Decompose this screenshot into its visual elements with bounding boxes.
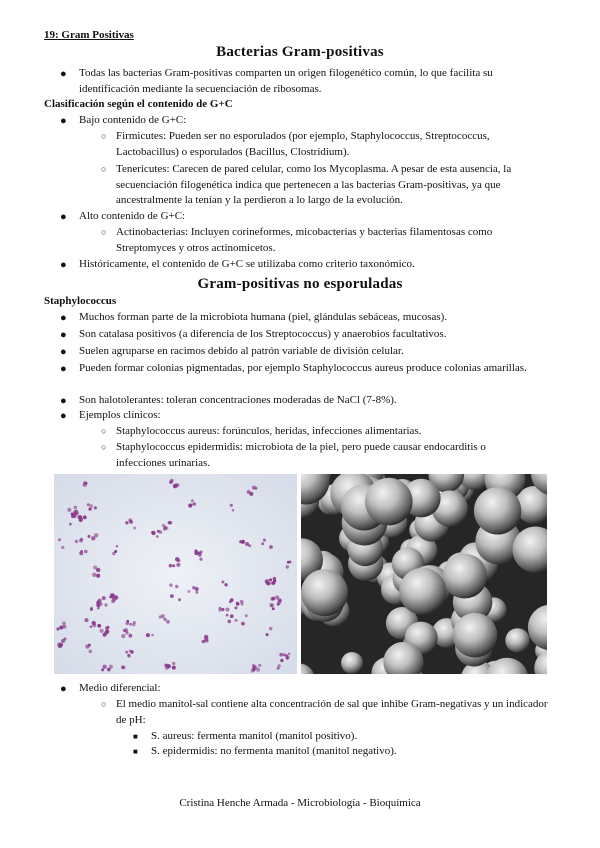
coccus-cell (125, 651, 128, 654)
coccus-cell (221, 608, 224, 611)
coccus-cell (279, 653, 283, 657)
coccus-cell (151, 531, 155, 535)
coccus-cell (61, 546, 64, 549)
actinobacteria-text: Actinobacterias: Incluyen corineformes, micobacterias y bacterias filamentosas como Streptomyces y otros actinomicetos. (116, 226, 493, 254)
coccus-cell (85, 645, 89, 649)
coccus-cell (236, 602, 239, 605)
coccus-cell (78, 515, 82, 519)
bullet-circle-icon: ○ (101, 131, 107, 141)
coccus-cell (92, 623, 96, 627)
coccus-cell (239, 540, 242, 543)
bullet-disc-icon: ● (60, 410, 67, 422)
tenericutes-text: Tenericutes: Carecen de pared celular, como los Mycoplasma. A pesar de esta ausencia, la secuenciación filogenética indica que pertenecen a las bacterias Gram-positivas, ya que ancestralmente la tenían y la perdieron a lo largo de la evolución. (116, 163, 512, 206)
coccus-cell (226, 614, 229, 617)
coccus-cell (129, 634, 133, 638)
coccus-cell (88, 507, 91, 510)
coccus-cell (74, 506, 78, 510)
coccus-cell (191, 499, 194, 502)
coccus-cell (252, 667, 256, 671)
firmicutes-text: Firmicutes: Pueden ser no esporulados (por ejemplo, Staphylococcus, Streptococcus, Lactobacillus) o esporulados (Bacillus, Clostridium). (116, 130, 490, 158)
coccus-cell (114, 550, 117, 553)
coccus-cell (272, 597, 276, 601)
coccus-cell (79, 539, 83, 543)
coccus-cell (269, 627, 273, 631)
coccus-cell (83, 483, 87, 487)
coccus-cell (176, 563, 180, 567)
coccus-cell (275, 595, 279, 599)
bullet-circle-icon: ○ (101, 442, 107, 452)
bullet-disc-icon: ● (60, 312, 67, 324)
staph-point: Suelen agruparse en racimos debido al patrón variable de división celular. (79, 345, 404, 357)
coccus-sphere (365, 478, 413, 526)
coccus-cell (172, 666, 176, 670)
coccus-cell (195, 587, 199, 591)
coccus-cell (241, 603, 244, 606)
coccus-cell (245, 614, 248, 617)
low-gc-label: Bajo contenido de G+C: (79, 114, 187, 126)
intro-text: Todas las bacterias Gram-positivas comparten un origen filogenético común, lo que facilita su identificación mediante la secuenciación de ribosomas. (79, 67, 493, 95)
coccus-cell (101, 668, 104, 671)
bullet-disc-icon: ● (60, 115, 67, 127)
coccus-cell (106, 630, 110, 634)
coccus-cell (69, 523, 72, 526)
coccus-sphere (301, 569, 348, 616)
staph-point: Pueden formar colonias pigmentadas, por ejemplo Staphylococcus aureus produce colonias amarillas. (79, 362, 527, 374)
coccus-cell (230, 614, 234, 618)
coccus-cell (187, 590, 190, 593)
coccus-cell (90, 608, 93, 611)
bullet-circle-icon: ○ (101, 227, 107, 237)
coccus-cell (261, 542, 264, 545)
coccus-cell (166, 620, 170, 624)
coccus-cell (122, 666, 125, 669)
coccus-cell (162, 524, 165, 527)
coccus-cell (90, 504, 93, 507)
coccus-cell (199, 558, 202, 561)
coccus-cell (177, 559, 180, 562)
coccus-cell (100, 629, 104, 633)
coccus-cell (88, 535, 91, 538)
coccus-cell (103, 633, 107, 637)
coccus-cell (67, 508, 71, 512)
coccus-cell (128, 518, 132, 522)
coccus-cell (258, 664, 261, 667)
coccus-cell (97, 599, 101, 603)
coccus-cell (75, 540, 78, 543)
coccus-cell (83, 515, 87, 519)
medium-item: S. aureus: fermenta manitol (manitol positivo). (151, 730, 358, 742)
bullet-circle-icon: ○ (101, 699, 107, 709)
coccus-cell (102, 596, 106, 600)
coccus-cell (285, 654, 288, 657)
bullet-circle-icon: ○ (101, 426, 107, 436)
coccus-cell (84, 550, 88, 554)
bullet-disc-icon: ● (60, 329, 67, 341)
coccus-cell (170, 479, 174, 483)
coccus-cell (172, 564, 175, 567)
coccus-cell (280, 659, 283, 662)
coccus-cell (271, 582, 274, 585)
bullet-disc-icon: ● (60, 259, 67, 271)
coccus-cell (111, 596, 114, 599)
coccus-cell (97, 624, 101, 628)
coccus-cell (245, 542, 249, 546)
staph-point: Son catalasa positivos (a diferencia de los Streptococcus) y anaerobios facultativos. (79, 328, 447, 340)
coccus-cell (241, 622, 245, 626)
staph-point: Son halotolerantes: toleran concentraciones moderadas de NaCl (7-8%). (79, 394, 397, 406)
coccus-cell (269, 578, 272, 581)
coccus-cell (111, 599, 115, 603)
coccus-cell (89, 650, 93, 654)
coccus-cell (173, 484, 177, 488)
coccus-cell (116, 545, 119, 548)
coccus-cell (172, 662, 175, 665)
coccus-cell (91, 536, 95, 540)
coccus-cell (146, 633, 150, 637)
bullet-square-icon: ■ (133, 732, 138, 741)
page-footer: Cristina Henche Armada - Microbiología - Bioquímica (179, 797, 421, 809)
bullet-square-icon: ■ (133, 747, 138, 756)
historic-text: Históricamente, el contenido de G+C se utilizaba como criterio taxonómico. (79, 258, 415, 270)
coccus-cell (218, 608, 221, 611)
coccus-cell (102, 665, 106, 669)
coccus-cell (249, 492, 253, 496)
coccus-cell (159, 615, 162, 618)
coccus-cell (263, 539, 266, 542)
coccus-cell (205, 639, 209, 643)
coccus-cell (121, 634, 125, 638)
coccus-cell (278, 664, 281, 667)
coccus-cell (265, 579, 269, 583)
coccus-cell (230, 504, 233, 507)
page-header: 19: Gram Positivas (44, 29, 134, 41)
coccus-cell (87, 503, 90, 506)
coccus-cell (132, 623, 135, 626)
bullet-disc-icon: ● (60, 68, 67, 80)
coccus-cell (104, 603, 107, 606)
coccus-cell (79, 551, 83, 555)
bullet-disc-icon: ● (60, 683, 67, 695)
coccus-cell (124, 628, 128, 632)
coccus-cell (287, 561, 290, 564)
clinical-item: Staphylococcus aureus: forúnculos, heridas, infecciones alimentarias. (116, 425, 422, 437)
coccus-cell (226, 608, 230, 612)
coccus-cell (189, 503, 192, 506)
coccus-cell (224, 583, 227, 586)
section-heading-gc: Clasificación según el contenido de G+C (44, 98, 233, 110)
coccus-cell (175, 585, 178, 588)
coccus-cell (252, 486, 256, 490)
coccus-cell (130, 650, 134, 654)
coccus-cell (58, 644, 62, 648)
coccus-cell (165, 527, 168, 530)
coccus-cell (221, 581, 224, 584)
medium-label: Medio diferencial: (79, 682, 161, 694)
coccus-sphere (442, 554, 487, 599)
clinical-item: Staphylococcus epidermidis: microbiota de la piel, pero puede causar endocarditis o infecciones urinarias. (116, 441, 486, 469)
coccus-cell (286, 565, 289, 568)
bullet-disc-icon: ● (60, 211, 67, 223)
coccus-cell (61, 639, 65, 643)
coccus-cell (59, 626, 63, 630)
high-gc-label: Alto contenido de G+C: (79, 210, 186, 222)
coccus-cell (84, 618, 88, 622)
coccus-cell (192, 502, 196, 506)
coccus-cell (266, 633, 269, 636)
coccus-cell (252, 664, 255, 667)
coccus-cell (168, 521, 171, 524)
coccus-cell (170, 594, 174, 598)
coccus-cell (96, 568, 100, 572)
coccus-cell (204, 635, 208, 639)
coccus-cell (94, 506, 97, 509)
coccus-sphere (505, 628, 529, 652)
medium-desc: El medio manitol-sal contiene alta concentración de sal que inhibe Gram-negativas y un indicador de pH: (116, 698, 548, 726)
coccus-cell (71, 513, 74, 516)
coccus-cell (232, 509, 235, 512)
bullet-disc-icon: ● (60, 363, 67, 375)
coccus-cell (62, 621, 66, 625)
coccus-cell (109, 665, 113, 669)
coccus-cell (273, 577, 276, 580)
coccus-cell (92, 573, 96, 577)
coccus-cell (56, 627, 59, 630)
gram-stain-micrograph (54, 474, 297, 674)
coccus-sphere (341, 652, 363, 674)
coccus-sphere (453, 613, 498, 658)
main-title: Bacterias Gram-positivas (216, 44, 384, 60)
coccus-cell (228, 620, 232, 624)
coccus-cell (96, 574, 100, 578)
coccus-cell (288, 653, 291, 656)
coccus-cell (127, 620, 130, 623)
bullet-disc-icon: ● (60, 346, 67, 358)
coccus-cell (151, 634, 154, 637)
coccus-cell (178, 598, 181, 601)
sem-micrograph (301, 474, 547, 674)
coccus-cell (133, 527, 136, 530)
coccus-cell (169, 583, 173, 587)
coccus-cell (229, 600, 232, 603)
coccus-cell (125, 521, 128, 524)
coccus-cell (159, 530, 163, 534)
coccus-cell (163, 618, 166, 621)
section-title-non-sporulating: Gram-positivas no esporuladas (197, 276, 403, 292)
clinical-label: Ejemplos clínicos: (79, 409, 161, 421)
coccus-cell (129, 623, 132, 626)
coccus-cell (169, 564, 172, 567)
coccus-cell (156, 535, 159, 538)
coccus-cell (195, 591, 198, 594)
coccus-cell (194, 551, 198, 555)
coccus-cell (165, 664, 169, 668)
staph-point: Muchos forman parte de la microbiota humana (piel, glándulas sebáceas, mucosas). (79, 311, 448, 323)
coccus-cell (58, 538, 61, 541)
coccus-cell (234, 619, 237, 622)
medium-item: S. epidermidis: no fermenta manitol (manitol negativo). (151, 745, 397, 757)
coccus-cell (270, 603, 274, 607)
coccus-cell (127, 654, 131, 658)
bullet-circle-icon: ○ (101, 164, 107, 174)
coccus-sphere (399, 568, 446, 615)
coccus-cell (272, 607, 275, 610)
coccus-sphere (474, 487, 521, 534)
coccus-cell (269, 545, 273, 549)
coccus-cell (107, 626, 110, 629)
coccus-cell (90, 625, 93, 628)
coccus-cell (235, 606, 238, 609)
section-heading-staph: Staphylococcus (44, 295, 117, 307)
bullet-disc-icon: ● (60, 395, 67, 407)
